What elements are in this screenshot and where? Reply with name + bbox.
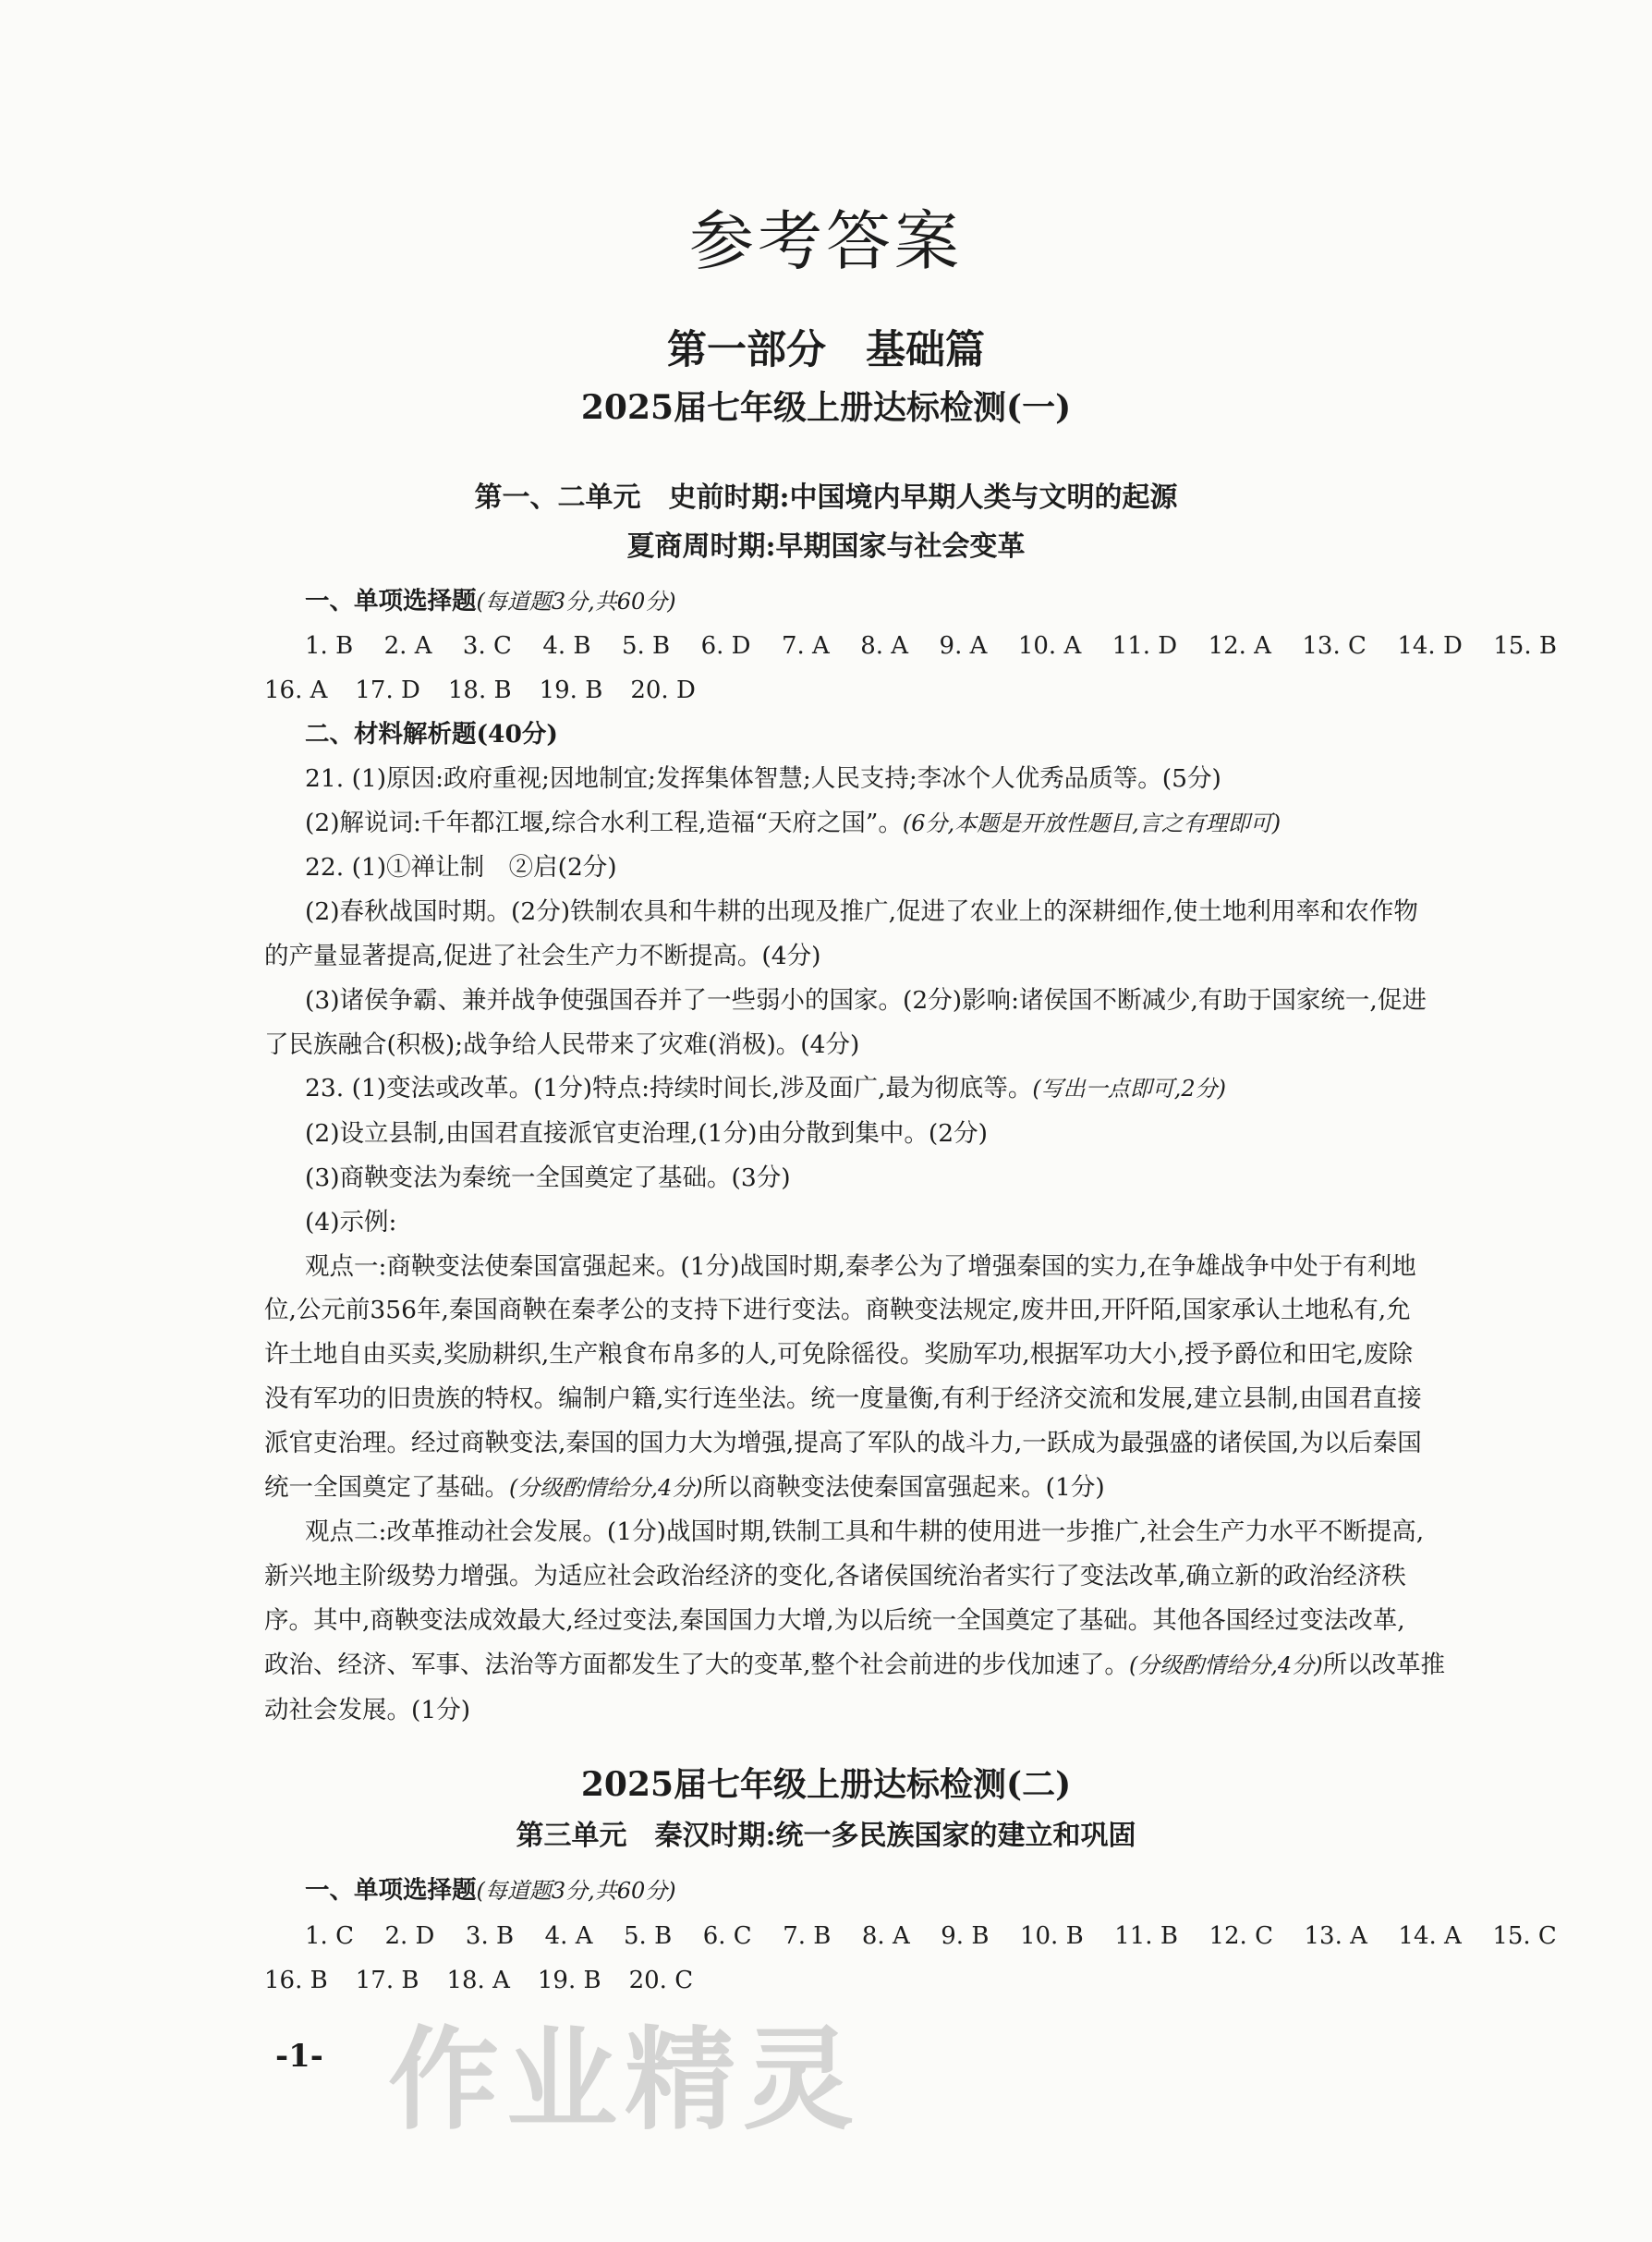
test1-unit-line1: 第一、二单元 史前时期:中国境内早期人类与文明的起源 [474,481,1178,514]
test2-section1-heading [305,1869,1557,1914]
test2-title: 2025届七年级上册达标检测(二) [580,1765,1072,1804]
q21-2 [305,801,1557,847]
q22-2b: 的产量显著提高,促进了社会生产力不断提高。(4分) [264,941,821,970]
answer-item: 16. A [264,676,328,704]
answer-item: 3. B [465,1922,515,1950]
answer-item: 9. B [941,1922,990,1950]
section-note: (每道题3分,共60分) [476,1878,676,1904]
view1-b: 位,公元前356年,秦国商鞅在秦孝公的支持下进行变法。商鞅变法规定,废井田,开阡陌,国家承认土地私有,允 [264,1296,1411,1325]
answer-item: 5. B [621,632,671,660]
q23-2: (2)设立县制,由国君直接派官吏治理,(1分)由分散到集中。(2分) [305,1119,988,1149]
q22-3a: (3)诸侯争霸、兼并战争使强国吞并了一些弱小的国家。(2分)影响:诸侯国不断减少,有助于国家统一,促进 [305,985,1427,1015]
answer-item: 7. B [783,1922,832,1950]
q23-1-text: 23. (1)变法或改革。(1分)特点:持续时间长,涉及面广,最为彻底等。 [305,1074,1033,1103]
q23-4: (4)示例: [305,1207,397,1237]
test1-unit-line2: 夏商周时期:早期国家与社会变革 [626,530,1026,563]
view1-f-end: 所以商鞅变法使秦国富强起来。(1分) [702,1472,1105,1502]
view1-e: 派官吏治理。经过商鞅变法,秦国的国力大为增强,提高了军队的战斗力,一跃成为最强盛的诸侯国,为以后秦国 [264,1428,1422,1457]
answer-item: 4. A [544,1922,593,1950]
q23-3: (3)商鞅变法为秦统一全国奠定了基础。(3分) [305,1163,791,1192]
view2-c: 序。其中,商鞅变法成效最大,经过变法,秦国国力大增,为以后统一全国奠定了基础。其他各国经过变法改革, [264,1605,1405,1635]
test2-answers [264,1914,1557,2003]
q23-1-note: (写出一点即可,2分) [1032,1076,1227,1103]
answer-item: 18. B [447,676,512,704]
answer-item: 3. C [462,632,512,660]
section-note: (每道题3分,共60分) [476,589,676,615]
answer-item: 11. B [1114,1922,1178,1950]
view2-e: 动社会发展。(1分) [264,1695,471,1724]
answer-item: 11. D [1111,632,1178,660]
answer-item: 7. A [781,632,830,660]
view1-f-text: 统一全国奠定了基础。 [264,1472,509,1502]
view2-d-end: 所以改革推 [1322,1650,1446,1679]
q22-1: 22. (1)①禅让制 ②启(2分) [305,853,617,883]
answer-item: 14. A [1398,1922,1462,1950]
answer-item: 2. D [384,1922,435,1950]
answer-item: 6. C [702,1922,752,1950]
test1-title: 2025届七年级上册达标检测(一) [580,388,1072,427]
answer-item: 15. C [1492,1922,1557,1950]
q23-1 [305,1066,1557,1112]
watermark-text: 作业精灵 [388,2017,861,2145]
answer-item: 8. A [860,632,909,660]
answer-item: 13. C [1302,632,1367,660]
answer-item: 1. B [305,632,354,660]
answer-item: 5. B [624,1922,673,1950]
answer-item: 9. A [939,632,988,660]
view1-f-note: (分级酌情给分,4分) [509,1474,703,1501]
q21-2-note: (6分,本题是开放性题目,言之有理即可) [902,810,1282,836]
answer-item: 14. D [1397,632,1463,660]
answer-item: 13. A [1304,1922,1367,1950]
answer-item: 8. A [861,1922,910,1950]
view2-b: 新兴地主阶级势力增强。为适应社会政治经济的变化,各诸侯国统治者实行了变法改革,确立新的政治经济秩 [264,1562,1406,1591]
answer-item: 17. D [355,676,420,704]
view2-d-text: 政治、经济、军事、法治等方面都发生了大的变革,整个社会前进的步伐加速了。 [264,1650,1129,1679]
section2-heading: 二、材料解析题(40分) [305,720,558,749]
answer-item: 15. B [1493,632,1557,660]
answer-item: 4. B [542,632,591,660]
section-label: 一、单项选择题 [305,587,477,615]
part-title: 第一部分 基础篇 [667,327,985,373]
answer-item: 19. B [539,676,603,704]
answer-item: 2. A [383,632,432,660]
answer-item: 10. A [1017,632,1082,660]
answers-row [264,668,1557,713]
answer-item: 18. A [446,1967,510,1994]
view2-a: 观点二:改革推动社会发展。(1分)战国时期,铁制工具和牛耕的使用进一步推广,社会生产力水平不断提高, [305,1517,1425,1547]
test1-section1-heading [305,579,1557,625]
view1-a: 观点一:商鞅变法使秦国富强起来。(1分)战国时期,秦孝公为了增强秦国的实力,在争雄战争中处于有利地 [305,1251,1416,1281]
test1-section2 [264,713,1557,1732]
answer-item: 12. C [1209,1922,1273,1950]
page-number: -1- [275,2038,323,2075]
view2-d-note: (分级酌情给分,4分) [1128,1651,1323,1678]
answer-item: 1. C [305,1922,354,1950]
view1-c: 许土地自由买卖,奖励耕织,生产粮食布帛多的人,可免除徭役。奖励军功,根据军功大小,授予爵位和田宅,废除 [264,1340,1414,1370]
section-label: 一、单项选择题 [305,1876,477,1905]
q22-3b: 了民族融合(积极);战争给人民带来了灾难(消极)。(4分) [264,1030,860,1059]
answer-item: 20. C [628,1967,694,1994]
view2-d [264,1643,1557,1688]
test2-unit-line1: 第三单元 秦汉时期:统一多民族国家的建立和巩固 [516,1820,1136,1852]
test1-answers [264,624,1557,713]
answers-row [305,624,1557,668]
q21-1: 21. (1)原因:政府重视;因地制宜;发挥集体智慧;人民支持;李冰个人优秀品质等。(5分) [305,763,1221,793]
doc-title: 参考答案 [689,203,963,279]
answer-item: 20. D [630,676,696,704]
answer-item: 16. B [264,1967,328,1994]
q22-2a: (2)春秋战国时期。(2分)铁制农具和牛耕的出现及推广,促进了农业上的深耕细作,使土地利用率和农作物 [305,897,1418,927]
view1-f [264,1466,1557,1511]
answer-item: 19. B [537,1967,601,1994]
answers-row [305,1914,1557,1958]
q21-2-text: (2)解说词:千年都江堰,综合水利工程,造福“天府之国”。 [305,808,903,837]
answer-item: 6. D [700,632,751,660]
view1-d: 没有军功的旧贵族的特权。编制户籍,实行连坐法。统一度量衡,有利于经济交流和发展,建立县制,由国君直接 [264,1383,1422,1413]
answer-item: 12. A [1208,632,1271,660]
answer-item: 17. B [355,1967,419,1994]
answer-item: 10. B [1019,1922,1084,1950]
